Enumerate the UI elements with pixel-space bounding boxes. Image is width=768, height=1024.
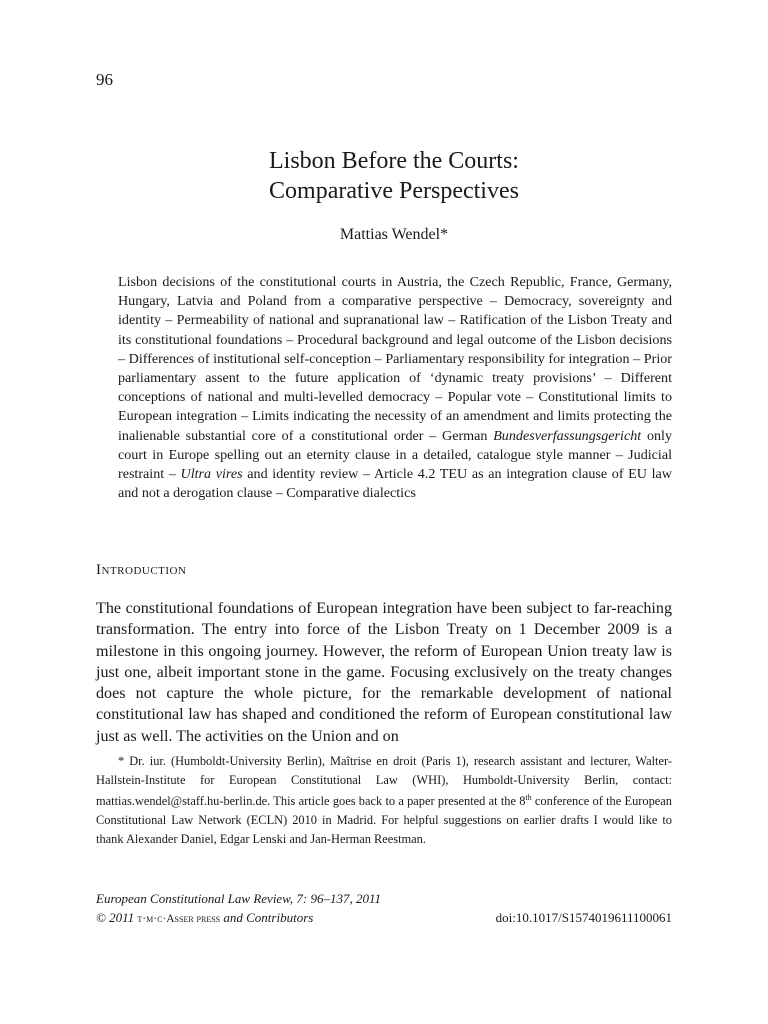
abstract-text-3: and identity review – Article 4.2 TEU as an integration clause of EU law and not a derogation clause – Comparative dialectics: [118, 466, 672, 502]
abstract: [118, 273, 672, 503]
copyright-prefix: © 2011: [96, 910, 138, 925]
copyright-line: [96, 908, 381, 929]
footnote-text-2: conference of the European Constitutional Law Network (ECLN) 2010 in Madrid. For helpful suggestions on earlier drafts I would like to thank Alexander Daniel, Edgar Lenski and Jan-Herman Reestman.: [96, 794, 672, 846]
section-heading-introduction: Introduction: [96, 562, 187, 578]
journal-footer: [96, 889, 381, 929]
author-footnote: [96, 752, 672, 848]
article-title-line-2: Comparative Perspectives: [269, 178, 519, 204]
abstract-text-2: only court in Europe spelling out an eternity clause in a detailed, catalogue style manner – Judicial restraint –: [118, 427, 672, 483]
article-title-line-1: Lisbon Before the Courts:: [269, 148, 519, 174]
abstract-italic-ultra-vires: Ultra vires: [180, 466, 243, 483]
article-title: [0, 146, 768, 206]
body-paragraph: The constitutional foundations of European integration have been subject to far-reaching transformation. The entry into force of the Lisbon Treaty on 1 December 2009 is a milestone in this ongoing journey. However, the reform of European Union treaty law is just one, albeit important stone in the game. Focusing exclusively on the treaty changes does not capture the whole picture, for the remarkable development of national constitutional law has shaped and conditioned the reform of European constitutional law just as well. The activities on the Union and on: [96, 600, 672, 745]
doi: doi:10.1017/S1574019611100061: [495, 910, 672, 925]
publisher-name: t·m·c·Asser press: [137, 913, 221, 925]
journal-citation: European Constitutional Law Review, 7: 96–137, 2011: [96, 891, 382, 906]
copyright-suffix: and Contributors: [220, 910, 314, 925]
footnote-superscript: th: [525, 793, 532, 803]
footnote-text-1: * Dr. iur. (Humboldt-University Berlin), Maîtrise en droit (Paris 1), research assistant and lecturer, Walter-Hallstein-Institute for European Constitutional Law (WHI), Humboldt-University Berlin, contact: mattias.wendel@staff.hu-berlin.de. This article goes back to a paper presented at the 8: [96, 754, 672, 809]
page-number: 96: [96, 70, 113, 89]
abstract-italic-court: Bundesverfassungsgericht: [493, 427, 642, 444]
abstract-text-1: Lisbon decisions of the constitutional courts in Austria, the Czech Republic, France, Germany, Hungary, Latvia and Poland from a comparative perspective – Democracy, sovereignty and identity – Permeability of national and supranational law – Ratification of the Lisbon Treaty and its constitutional foundations – Procedural background and legal outcome of the Lisbon decisions – Differences of institutional self-conception – Parliamentary responsibility for integration – Prior parliamentary assent to the future application of ‘dynamic treaty provisions’ – Different conceptions of national and multi-levelled democracy – Popular vote – Constitutional limits to European integration – Limits indicating the necessity of an amendment and limits protecting the inalienable substantial core of a constitutional order – German: [118, 274, 672, 444]
author-name: Mattias Wendel*: [339, 226, 449, 243]
